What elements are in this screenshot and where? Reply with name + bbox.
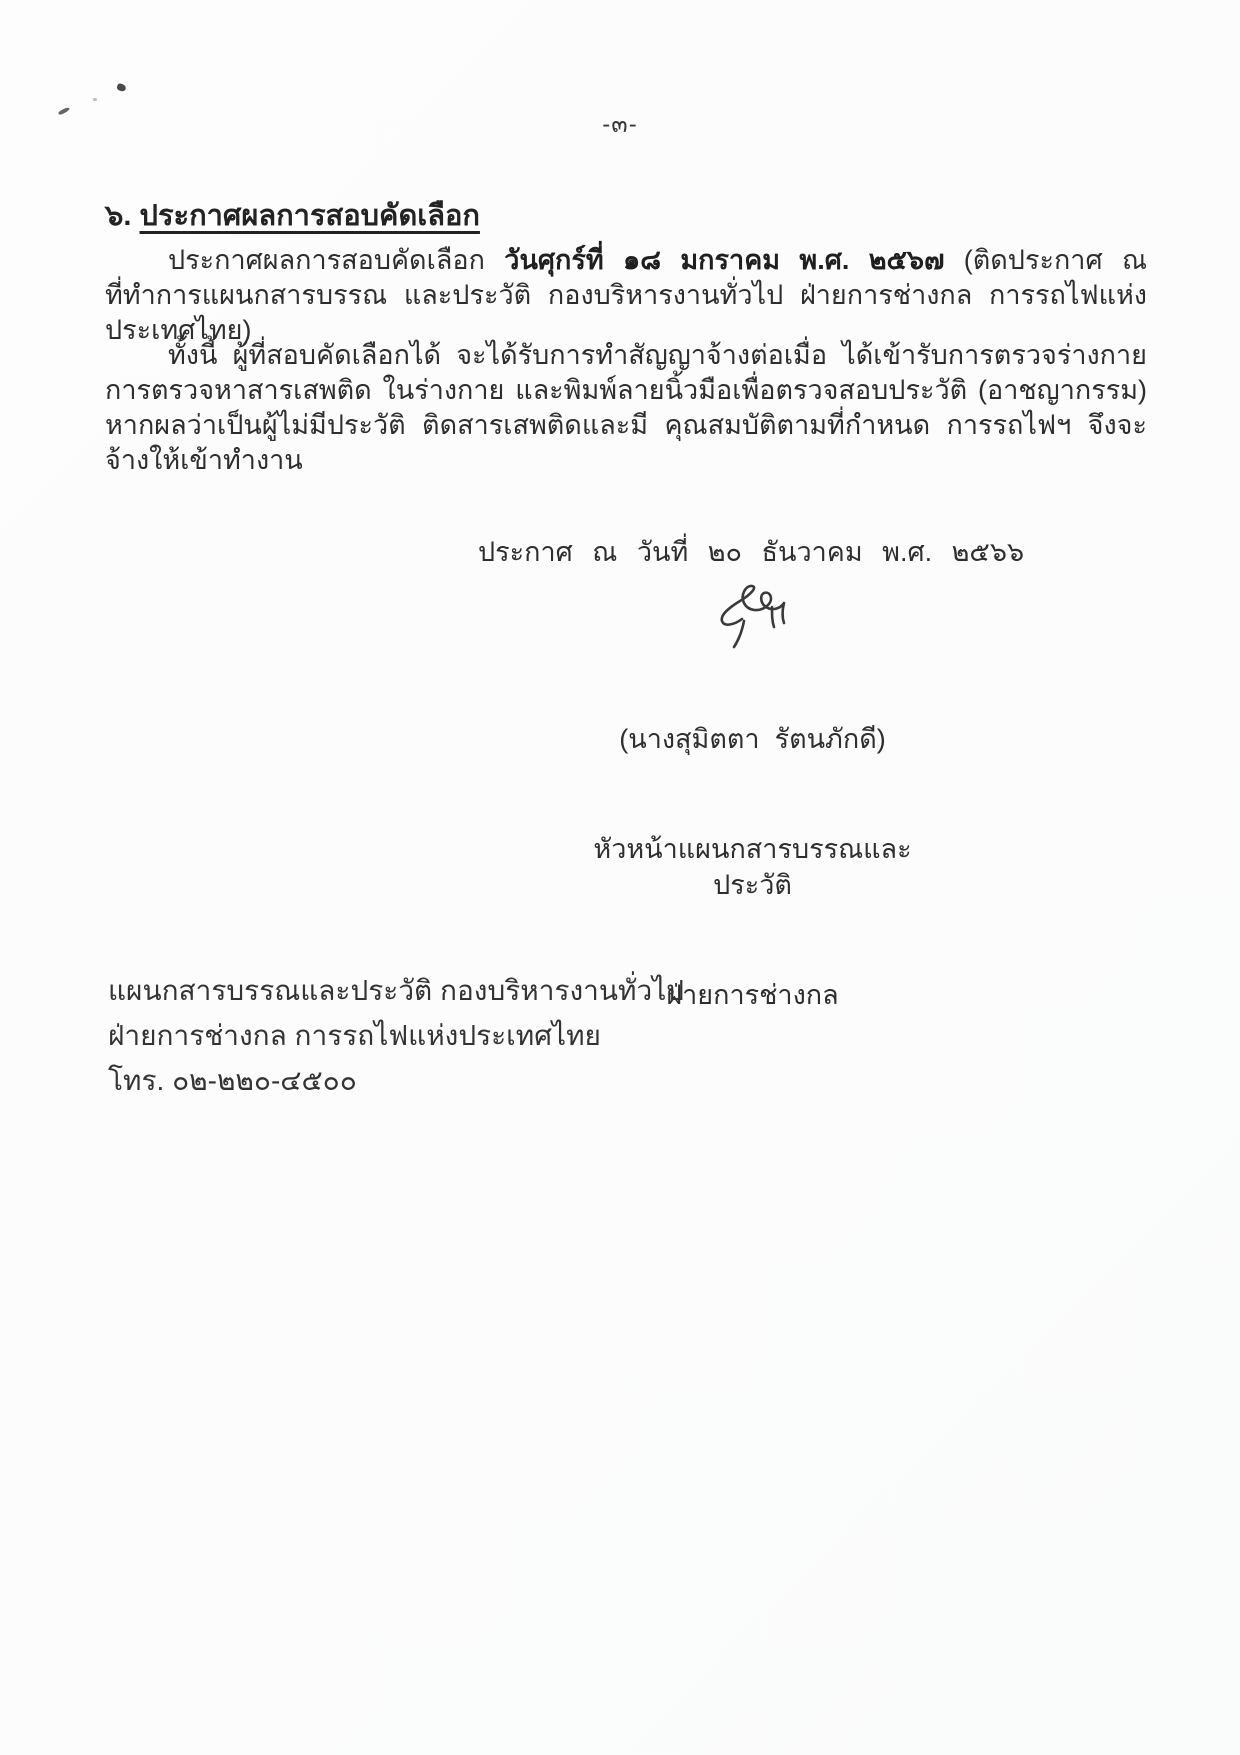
paragraph1-tail: (ติดประกาศ ณ ที่ทำการแผนกสารบรรณ และประวัติ กองบริหารงานทั่วไป ฝ่ายการช่างกล การรถไฟแห่งประเทศไทย): [105, 245, 1148, 345]
section-heading: [105, 192, 480, 238]
signatory-division: ฝ่ายการช่างกล: [666, 979, 839, 1010]
contact-unit: แผนกสารบรรณและประวัติ กองบริหารงานทั่วไป: [108, 975, 685, 1006]
contact-phone: โทร. ๐๒-๒๒๐-๔๕๐๐: [108, 1065, 357, 1096]
signatory-name: (นางสุมิตตา รัตนภักดี): [619, 724, 886, 754]
signature-handwriting: [698, 583, 808, 658]
section-heading-title: ประกาศผลการสอบคัดเลือก: [139, 200, 480, 232]
paragraph-conditions: ทั้งนี้ ผู้ที่สอบคัดเลือกได้ จะได้รับการทำสัญญาจ้างต่อเมื่อ ได้เข้ารับการตรวจร่างกาย การตรวจหาสารเสพติด ในร่างกาย และพิมพ์ลายนิ้วมือเพื่อตรวจสอบประวัติ (อาชญากรรม) หากผลว่าเป็นผู้ไม่มีประวัติ ติดสารเสพติดและมี คุณสมบัติตามที่กำหนด การรถไฟฯ จึงจะจ้างให้เข้าทำงาน: [105, 340, 1147, 475]
paragraph1-bold-date: วันศุกร์ที่ ๑๘ มกราคม พ.ศ. ๒๕๖๗: [504, 245, 945, 275]
signatory-position: หัวหน้าแผนกสารบรรณและประวัติ: [593, 833, 912, 900]
page-number: -๓-: [602, 111, 638, 138]
scan-speck: [116, 83, 127, 93]
paragraph-announcement-result: [105, 243, 1147, 348]
section-heading-number: ๖.: [105, 200, 140, 232]
contact-block: [108, 968, 684, 1103]
paragraph1-lead: ประกาศผลการสอบคัดเลือก: [168, 245, 505, 275]
announcement-date-line: ประกาศ ณ วันที่ ๒๐ ธันวาคม พ.ศ. ๒๕๖๖: [478, 537, 1025, 567]
scan-speck: [93, 98, 97, 101]
contact-department: ฝ่ายการช่างกล การรถไฟแห่งประเทศไทย: [108, 1020, 601, 1051]
